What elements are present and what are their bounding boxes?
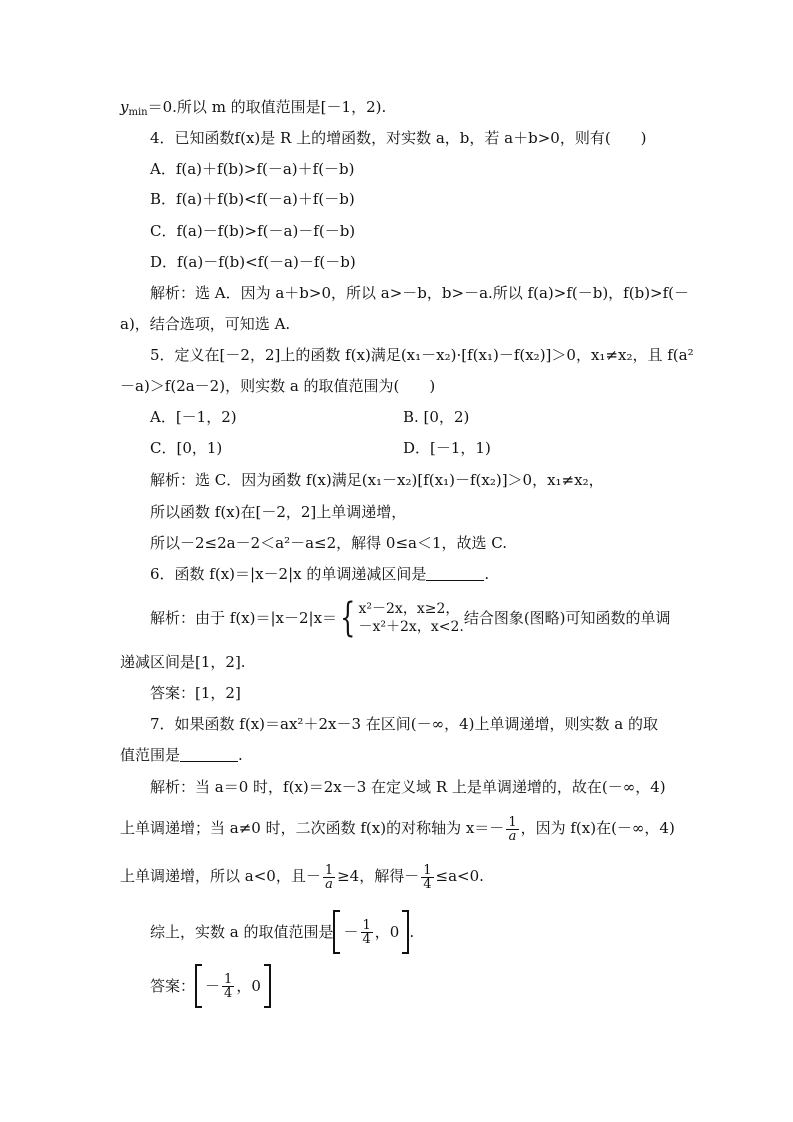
text: ≤a<0. [435,867,484,885]
text: y [120,98,129,116]
options-5-row1 [150,407,650,427]
option-5c: C．[0，1) [150,439,223,457]
fraction-1-over-a [323,864,335,891]
solution-4-line2: a)，结合选项，可知选 A. [120,315,291,333]
option-5b: B. [0，2) [403,408,470,426]
text: － [343,923,359,941]
text: 上单调递增，所以 a<0，且－ [120,867,321,885]
option-5d: D．[－1，1) [403,439,491,457]
denominator: 4 [224,985,233,1001]
option-4c: C．f(a)－f(b)>f(－a)－f(－b) [150,222,356,240]
denominator: a [325,876,333,892]
solution-5-line3: 所以－2≤2a－2＜a²－a≤2，解得 0≤a＜1，故选 C. [150,534,507,552]
answer-6: 答案：[1，2] [150,684,241,702]
question-6: 6．函数 f(x)＝|x－2|x 的单调递减区间是 . [150,565,490,583]
interval-bracket [195,964,271,1008]
case-1: x²－2x，x≥2， [358,601,460,617]
numerator: 1 [362,917,371,933]
text: ，0 [374,923,400,941]
option-4d: D．f(a)－f(b)<f(－a)－f(－b) [150,253,356,271]
text: 值范围是 [120,746,181,764]
text: ，0 [236,977,261,995]
text: 结合图象(图略)可知函数的单调 [463,609,671,627]
numerator: 1 [224,971,233,987]
solution-6-line2: 递减区间是[1，2]. [120,653,246,671]
subscript: min [128,107,148,118]
question-7-line2: 值范围是 . [120,746,243,764]
text: 综上，实数 a 的取值范围是 [150,923,334,941]
text: . [409,923,415,941]
option-4a: A．f(a)＋f(b)>f(－a)＋f(－b) [150,160,355,178]
text: ，因为 f(x)在(－∞，4) [520,819,675,837]
solution-5-line2: 所以函数 f(x)在[－2，2]上单调递增， [150,503,407,521]
question-7-line1: 7．如果函数 f(x)＝ax²＋2x－3 在区间(－∞，4)上单调递增，则实数 a 的取 [150,715,658,733]
text: ≥4，解得－ [337,867,420,885]
denominator: 4 [423,876,432,892]
solution-7-line1: 解析：当 a＝0 时，f(x)＝2x－3 在定义域 R 上是单调递增的，故在(－∞，4) [150,778,666,796]
question-5-line1: 5．定义在[－2，2]上的函数 f(x)满足(x₁－x₂)·[f(x₁)－f(x₂)]＞0，x₁≠x₂，且 f(a² [150,346,694,364]
brace-icon: { [340,595,356,641]
option-4b: B．f(a)＋f(b)<f(－a)＋f(－b) [150,190,355,208]
numerator: 1 [324,862,334,878]
question-4: 4．已知函数f(x)是 R 上的增函数，对实数 a，b，若 a＋b>0，则有( ) [150,129,647,147]
solution-7-line2 [120,808,675,848]
piecewise-cases [359,600,464,636]
answer-7 [150,962,271,1008]
options-5-row2 [150,438,650,458]
text: 解析：由于 f(x)＝|x－2|x＝ [150,609,338,627]
fraction-1-over-a [506,816,518,843]
option-5a: A．[－1，2) [150,408,237,426]
denominator: 4 [362,931,371,947]
fraction-1-over-4 [361,919,373,946]
denominator: a [508,828,517,844]
text: 6．函数 f(x)＝|x－2|x 的单调递减区间是 [150,565,427,583]
fraction-1-over-4 [222,973,234,1000]
solution-7-line4 [150,908,414,954]
numerator: 1 [508,814,517,830]
text: 上单调递增；当 a≠0 时，二次函数 f(x)的对称轴为 x＝－ [120,819,505,837]
solution-7-line3 [120,856,484,896]
case-2: －x²＋2x，x<2. [358,619,464,635]
interval-bracket [333,910,409,954]
text: ＝0.所以 m 的取值范围是[－1，2). [147,98,387,116]
line-ymin [120,97,386,123]
answer-blank [426,566,484,581]
text: 答案： [150,977,196,995]
fraction-1-over-4 [421,864,433,891]
text: － [205,977,221,995]
solution-4-line1: 解析：选 A．因为 a＋b>0，所以 a>－b，b>－a.所以 f(a)>f(－b)，f(b)>f(－ [150,284,690,302]
answer-blank [180,747,238,762]
solution-6-line1 [150,594,671,640]
numerator: 1 [423,862,432,878]
question-5-line2: －a)＞f(2a－2)，则实数 a 的取值范围为( ) [120,377,436,395]
solution-5-line1: 解析：选 C．因为函数 f(x)满足(x₁－x₂)[f(x₁)－f(x₂)]＞0，x₁≠x₂， [150,471,604,489]
